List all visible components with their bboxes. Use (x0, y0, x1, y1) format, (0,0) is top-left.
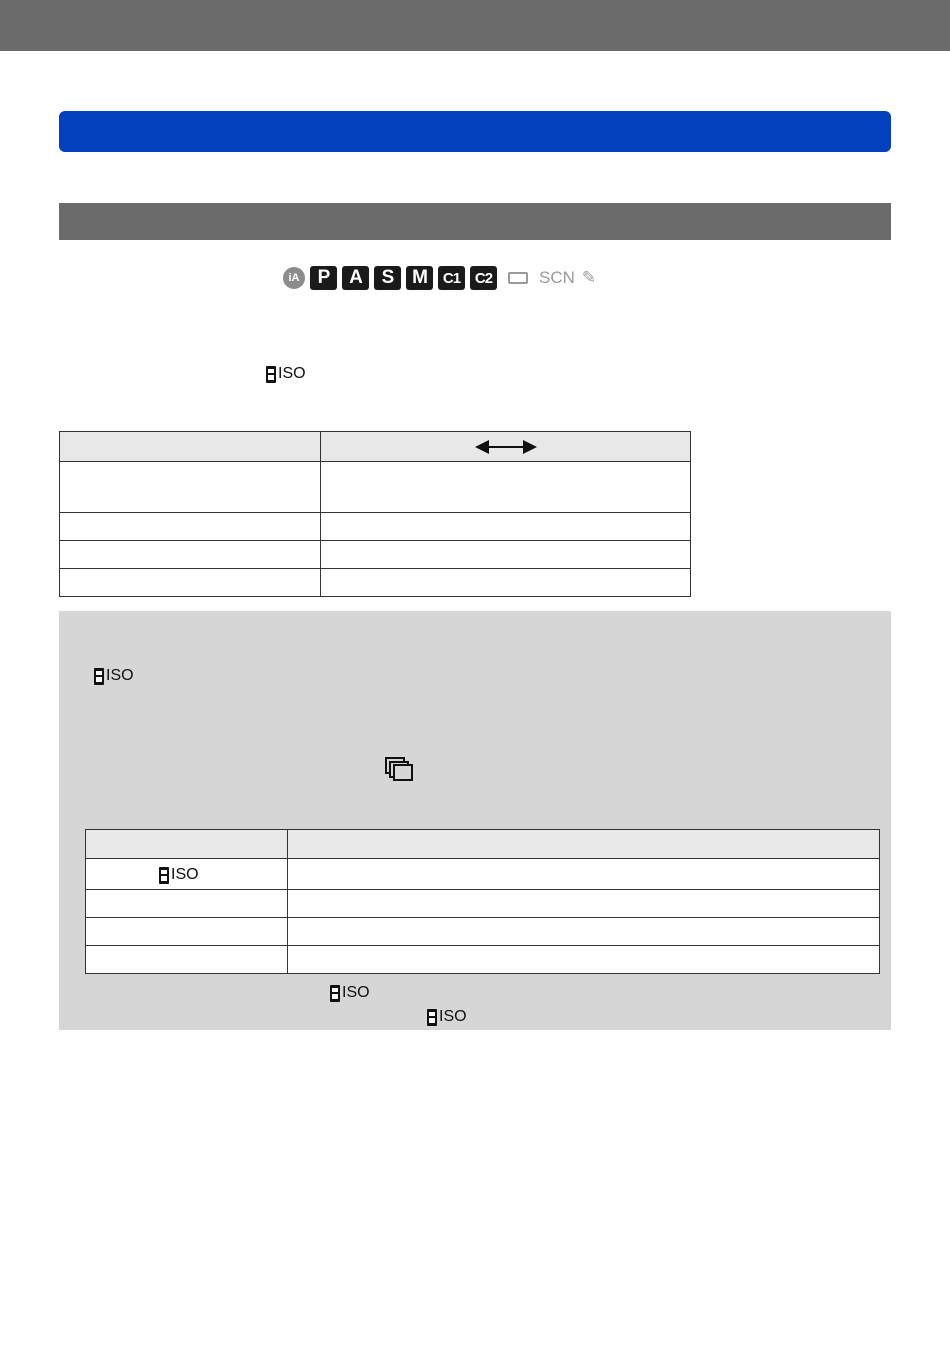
intelligent-iso-icon: ISO (266, 364, 306, 384)
intelligent-auto-icon: iA (283, 267, 305, 289)
intelligent-iso-icon: ISO (427, 1007, 467, 1027)
intelligent-iso-icon: ISO (330, 983, 370, 1003)
table-cell (86, 859, 288, 890)
program-mode-icon: P (310, 266, 337, 290)
table-cell (60, 569, 321, 597)
table-cell (321, 541, 691, 569)
scene-mode-icon: SCN (539, 268, 575, 287)
table-header-cell (86, 830, 288, 859)
double-arrow-icon (475, 440, 537, 454)
applicable-modes-row (283, 265, 604, 291)
aperture-priority-icon: A (342, 266, 369, 290)
page-title-bar (59, 111, 891, 152)
table-cell (288, 946, 880, 974)
table-cell (60, 513, 321, 541)
table-cell (60, 462, 321, 513)
table-cell (86, 890, 288, 918)
table-cell (288, 859, 880, 890)
intelligent-iso-icon: ISO (94, 666, 134, 686)
table-cell (321, 462, 691, 513)
creative-control-icon: ✎ (581, 268, 597, 287)
table-cell (321, 569, 691, 597)
intelligent-iso-icon: ISO (159, 865, 199, 885)
table-cell (288, 918, 880, 946)
iso-limit-table (85, 829, 880, 974)
custom-1-icon: C1 (438, 266, 465, 290)
manual-mode-icon: M (406, 266, 433, 290)
table-cell (60, 541, 321, 569)
settings-table (59, 431, 691, 597)
table-header-cell (60, 432, 321, 462)
custom-2-icon: C2 (470, 266, 497, 290)
table-header-cell (288, 830, 880, 859)
table-cell (288, 890, 880, 918)
shutter-priority-icon: S (374, 266, 401, 290)
burst-flash-icon (385, 757, 413, 781)
top-bar (0, 0, 950, 51)
panorama-icon (508, 272, 528, 284)
table-cell (321, 513, 691, 541)
section-title-bar (59, 203, 891, 240)
table-cell (86, 946, 288, 974)
table-cell (86, 918, 288, 946)
table-header-cell (321, 432, 691, 462)
